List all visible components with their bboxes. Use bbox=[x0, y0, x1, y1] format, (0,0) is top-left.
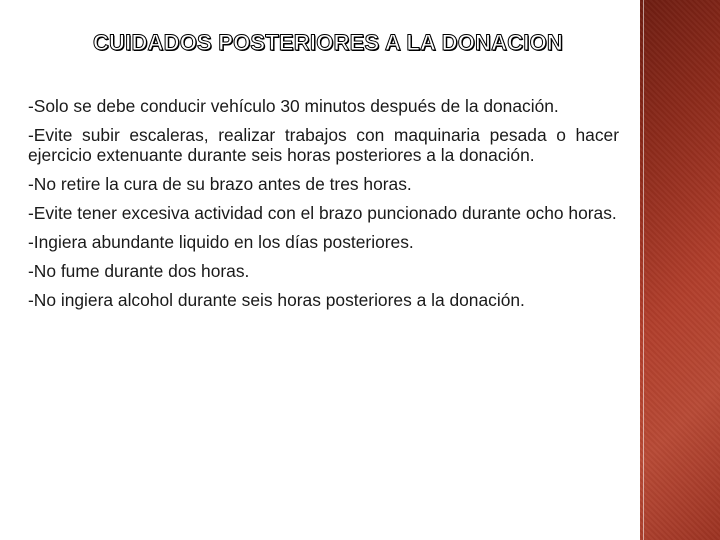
list-item: -Solo se debe conducir vehículo 30 minutos después de la donación. bbox=[28, 96, 559, 116]
list-item: -No ingiera alcohol durante seis horas posteriores a la donación. bbox=[28, 290, 525, 310]
side-panel-divider bbox=[643, 0, 644, 540]
list-item: -Evite subir escaleras, realizar trabajos con maquinaria pesada o hacer ejercicio extenuante durante seis horas posteriores a la donación. bbox=[28, 125, 619, 165]
list-item: -Ingiera abundante liquido en los días posteriores. bbox=[28, 232, 414, 252]
list-item: -No fume durante dos horas. bbox=[28, 261, 250, 281]
slide-title: CUIDADOS POSTERIORES A LA DONACION bbox=[92, 30, 564, 55]
decorative-side-panel bbox=[640, 0, 720, 540]
list-item: -No retire la cura de su brazo antes de tres horas. bbox=[28, 174, 412, 194]
list-item: -Evite tener excesiva actividad con el brazo puncionado durante ocho horas. bbox=[28, 203, 617, 223]
care-instructions-list bbox=[28, 96, 619, 319]
